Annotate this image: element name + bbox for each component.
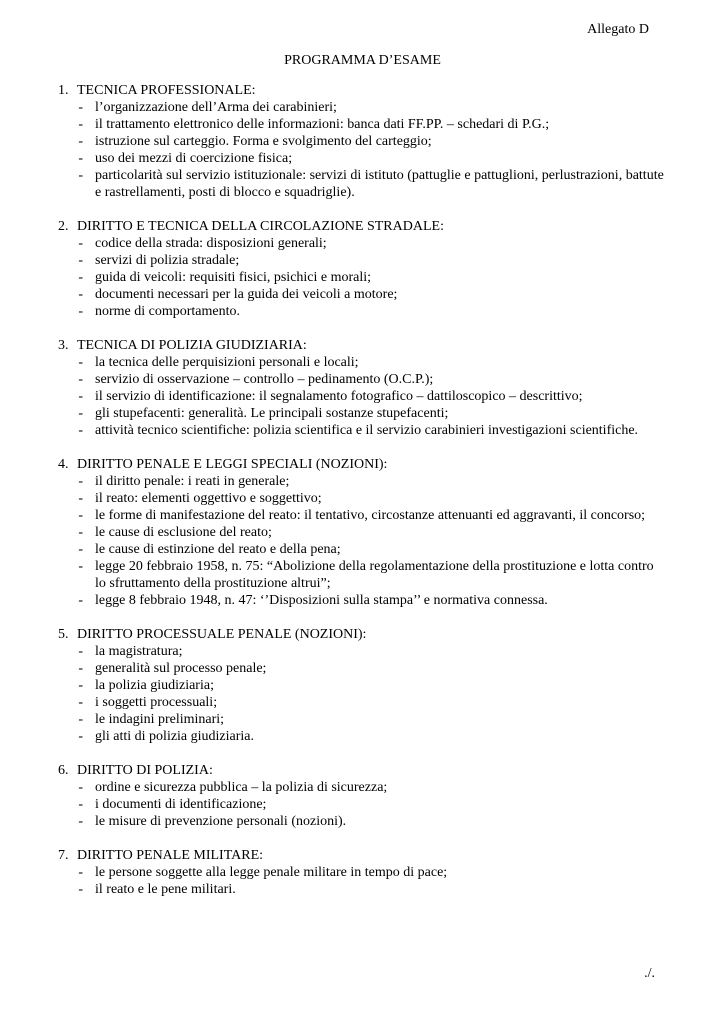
- section-number: 1.: [58, 83, 69, 98]
- section-heading: [58, 82, 668, 99]
- section-heading: [58, 626, 668, 643]
- list-item-text: uso dei mezzi di coercizione fisica;: [95, 151, 293, 166]
- bullet-dash: -: [78, 253, 83, 268]
- list-item-text: il trattamento elettronico delle informazioni: banca dati FF.PP. – schedari di P.G.;: [95, 117, 550, 132]
- list-item-text: la tecnica delle perquisizioni personali e locali;: [95, 355, 359, 370]
- list-item-text: servizi di polizia stradale;: [95, 253, 240, 268]
- bullet-dash: -: [78, 355, 83, 370]
- bullet-dash: -: [78, 695, 83, 710]
- bullet-dash: -: [78, 372, 83, 387]
- bullet-dash: -: [78, 423, 83, 438]
- bullet-dash: -: [78, 474, 83, 489]
- list-item: [58, 303, 668, 320]
- list-item-text: istruzione sul carteggio. Forma e svolgimento del carteggio;: [95, 134, 432, 149]
- bullet-dash: -: [78, 865, 83, 880]
- bullet-dash: -: [78, 814, 83, 829]
- list-item: [58, 694, 668, 711]
- list-item: [58, 813, 668, 830]
- bullet-dash: -: [78, 797, 83, 812]
- list-item-text: i documenti di identificazione;: [95, 797, 267, 812]
- list-item: [58, 592, 668, 609]
- list-item-text: gli atti di polizia giudiziaria.: [95, 729, 255, 744]
- bullet-dash: -: [78, 287, 83, 302]
- list-item: [58, 116, 668, 133]
- list-item-text: gli stupefacenti: generalità. Le principali sostanze stupefacenti;: [95, 406, 449, 421]
- bullet-dash: -: [78, 168, 83, 183]
- section-number: 6.: [58, 763, 69, 778]
- bullet-dash: -: [78, 508, 83, 523]
- page-title: PROGRAMMA D’ESAME: [284, 53, 441, 68]
- list-item: [58, 643, 668, 660]
- list-item: [58, 490, 668, 507]
- list-item-text: attività tecnico scientifiche: polizia scientifica e il servizio carabinieri investigazioni scientifiche.: [95, 423, 639, 438]
- section-number: 3.: [58, 338, 69, 353]
- list-item-text: legge 20 febbraio 1958, n. 75: “Abolizione della regolamentazione della prostituzione e lotta contro lo sfruttamento della prostituzione altrui”;: [95, 559, 654, 591]
- exam-program: [58, 82, 668, 915]
- annex-label: Allegato D: [587, 22, 649, 37]
- bullet-dash: -: [78, 525, 83, 540]
- bullet-dash: -: [78, 304, 83, 319]
- list-item-text: la magistratura;: [95, 644, 183, 659]
- list-item-text: le persone soggette alla legge penale militare in tempo di pace;: [95, 865, 448, 880]
- list-item: [58, 541, 668, 558]
- section-number: 2.: [58, 219, 69, 234]
- list-item-text: l’organizzazione dell’Arma dei carabinieri;: [95, 100, 337, 115]
- section-heading: [58, 218, 668, 235]
- bullet-dash: -: [78, 491, 83, 506]
- topic-list: [58, 354, 668, 439]
- section-heading: [58, 337, 668, 354]
- bullet-dash: -: [78, 882, 83, 897]
- list-item-text: i soggetti processuali;: [95, 695, 218, 710]
- section-title: DIRITTO PENALE E LEGGI SPECIALI (NOZIONI):: [77, 457, 388, 472]
- section-title: DIRITTO PROCESSUALE PENALE (NOZIONI):: [77, 627, 367, 642]
- program-section: [58, 626, 668, 745]
- list-item: [58, 167, 668, 201]
- section-title: DIRITTO E TECNICA DELLA CIRCOLAZIONE STRADALE:: [77, 219, 444, 234]
- section-title: DIRITTO DI POLIZIA:: [77, 763, 213, 778]
- list-item: [58, 405, 668, 422]
- list-item: [58, 779, 668, 796]
- list-item: [58, 422, 668, 439]
- list-item: [58, 881, 668, 898]
- list-item-text: servizio di osservazione – controllo – pedinamento (O.C.P.);: [95, 372, 434, 387]
- list-item-text: le indagini preliminari;: [95, 712, 225, 727]
- list-item: [58, 677, 668, 694]
- bullet-dash: -: [78, 117, 83, 132]
- list-item: [58, 371, 668, 388]
- program-section: [58, 82, 668, 201]
- list-item: [58, 507, 668, 524]
- topic-list: [58, 99, 668, 201]
- program-section: [58, 762, 668, 830]
- list-item: [58, 711, 668, 728]
- list-item-text: particolarità sul servizio istituzionale: servizi di istituto (pattuglie e pattuglioni, perlustrazioni, battute e rastrellamenti, posti di blocco e squadriglie).: [95, 168, 664, 200]
- list-item: [58, 558, 668, 592]
- list-item-text: le forme di manifestazione del reato: il tentativo, circostanze attenuanti ed aggravanti, il concorso;: [95, 508, 646, 523]
- list-item-text: il reato: elementi oggettivo e soggettivo;: [95, 491, 322, 506]
- section-heading: [58, 762, 668, 779]
- list-item: [58, 286, 668, 303]
- continuation-mark: ./.: [644, 966, 655, 981]
- bullet-dash: -: [78, 644, 83, 659]
- program-section: [58, 337, 668, 439]
- list-item-text: generalità sul processo penale;: [95, 661, 267, 676]
- section-number: 7.: [58, 848, 69, 863]
- program-section: [58, 456, 668, 609]
- list-item-text: legge 8 febbraio 1948, n. 47: ‘’Disposizioni sulla stampa’’ e normativa connessa.: [95, 593, 548, 608]
- bullet-dash: -: [78, 678, 83, 693]
- section-heading: [58, 456, 668, 473]
- list-item-text: codice della strada: disposizioni generali;: [95, 236, 327, 251]
- list-item: [58, 133, 668, 150]
- list-item-text: il diritto penale: i reati in generale;: [95, 474, 290, 489]
- bullet-dash: -: [78, 270, 83, 285]
- list-item: [58, 660, 668, 677]
- bullet-dash: -: [78, 729, 83, 744]
- list-item-text: guida di veicoli: requisiti fisici, psichici e morali;: [95, 270, 372, 285]
- list-item: [58, 864, 668, 881]
- topic-list: [58, 864, 668, 898]
- bullet-dash: -: [78, 559, 83, 574]
- section-title: TECNICA DI POLIZIA GIUDIZIARIA:: [77, 338, 307, 353]
- list-item-text: la polizia giudiziaria;: [95, 678, 214, 693]
- topic-list: [58, 235, 668, 320]
- section-title: TECNICA PROFESSIONALE:: [77, 83, 256, 98]
- bullet-dash: -: [78, 661, 83, 676]
- program-section: [58, 218, 668, 320]
- list-item-text: documenti necessari per la guida dei veicoli a motore;: [95, 287, 398, 302]
- section-title: DIRITTO PENALE MILITARE:: [77, 848, 264, 863]
- bullet-dash: -: [78, 236, 83, 251]
- list-item: [58, 252, 668, 269]
- bullet-dash: -: [78, 780, 83, 795]
- bullet-dash: -: [78, 593, 83, 608]
- list-item-text: le cause di estinzione del reato e della pena;: [95, 542, 341, 557]
- bullet-dash: -: [78, 151, 83, 166]
- bullet-dash: -: [78, 100, 83, 115]
- bullet-dash: -: [78, 389, 83, 404]
- list-item-text: norme di comportamento.: [95, 304, 241, 319]
- list-item: [58, 388, 668, 405]
- list-item-text: le cause di esclusione del reato;: [95, 525, 272, 540]
- topic-list: [58, 779, 668, 830]
- list-item: [58, 524, 668, 541]
- list-item: [58, 796, 668, 813]
- list-item-text: il reato e le pene militari.: [95, 882, 236, 897]
- list-item-text: le misure di prevenzione personali (nozioni).: [95, 814, 347, 829]
- bullet-dash: -: [78, 542, 83, 557]
- section-heading: [58, 847, 668, 864]
- topic-list: [58, 643, 668, 745]
- list-item: [58, 473, 668, 490]
- list-item-text: ordine e sicurezza pubblica – la polizia di sicurezza;: [95, 780, 388, 795]
- list-item: [58, 354, 668, 371]
- list-item: [58, 150, 668, 167]
- list-item: [58, 99, 668, 116]
- topic-list: [58, 473, 668, 609]
- bullet-dash: -: [78, 712, 83, 727]
- list-item: [58, 235, 668, 252]
- section-number: 4.: [58, 457, 69, 472]
- list-item: [58, 728, 668, 745]
- bullet-dash: -: [78, 134, 83, 149]
- bullet-dash: -: [78, 406, 83, 421]
- list-item: [58, 269, 668, 286]
- section-number: 5.: [58, 627, 69, 642]
- program-section: [58, 847, 668, 898]
- list-item-text: il servizio di identificazione: il segnalamento fotografico – dattiloscopico – descrittivo;: [95, 389, 583, 404]
